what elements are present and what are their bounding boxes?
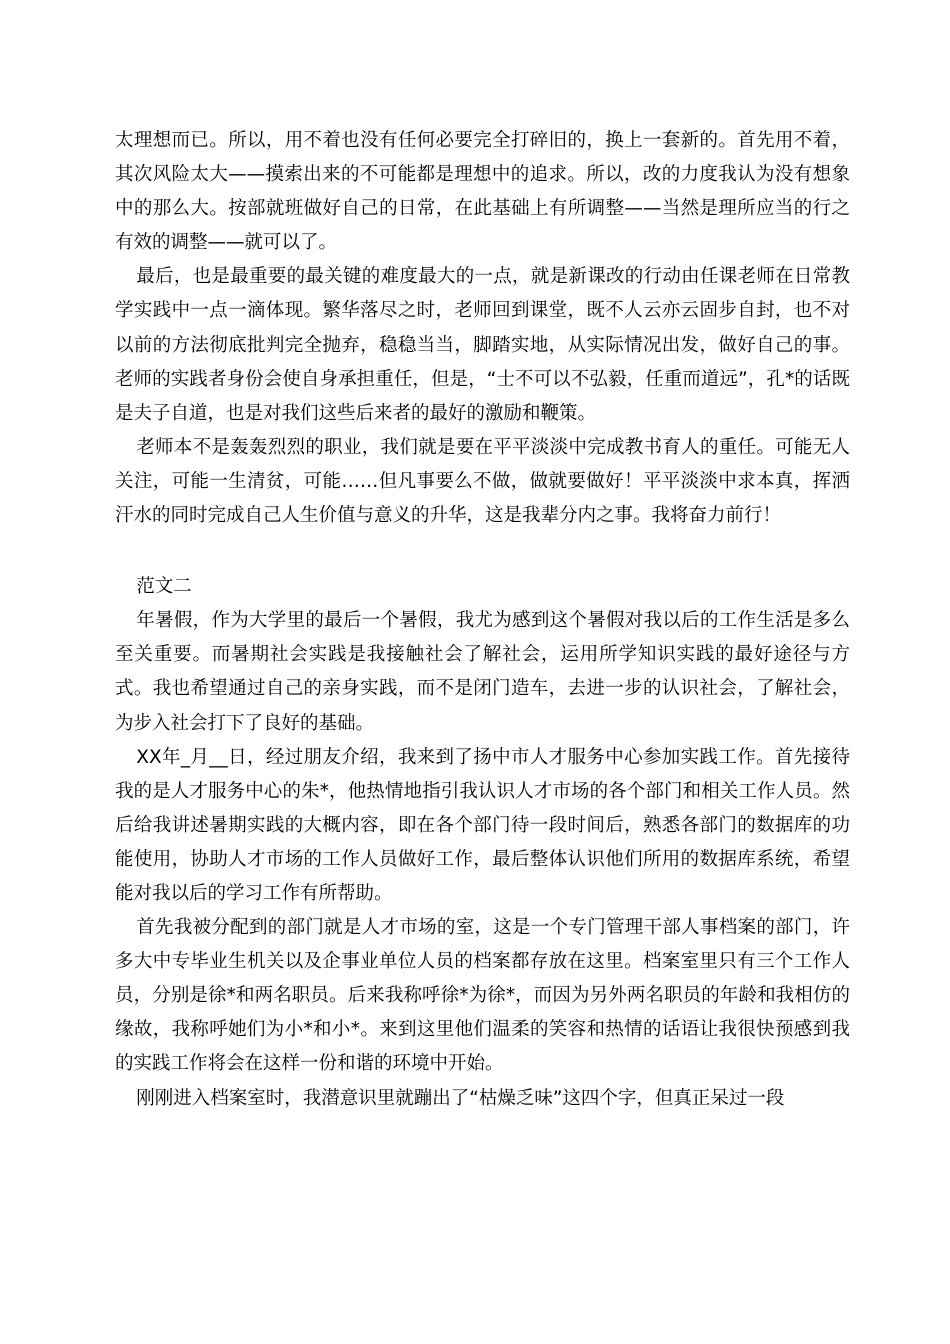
paragraph-5: XX年_月__日，经过朋友介绍，我来到了扬中市人才服务中心参加实践工作。首先接待我的是人才服务中心的朱*，他热情地指引我认识人才市场的各个部门和相关工作人员。然后给我讲述暑期实践的大概内容，即在各个部门待一段时间后，熟悉各部门的数据库的功能使用，协助人才市场的工作人员做好工作，最后整体认识他们所用的数据库系统，希望能对我以后的学习工作有所帮助。 bbox=[115, 746, 850, 904]
document-body bbox=[115, 124, 850, 1116]
paragraph-1: 太理想而已。所以，用不着也没有任何必要完全打碎旧的，换上一套新的。首先用不着，其次风险太大——摸索出来的不可能都是理想中的追求。所以，改的力度我认为没有想象中的那么大。按部就班做好自己的日常，在此基础上有所调整——当然是理所应当的行之有效的调整——就可以了。 bbox=[115, 130, 850, 254]
paragraph-6: 首先我被分配到的部门就是人才市场的室，这是一个专门管理干部人事档案的部门，许多大中专毕业生机关以及企事业单位人员的档案都存放在这里。档案室里只有三个工作人员，分别是徐*和两名职员。后来我称呼徐*为徐*，而因为另外两名职员的年龄和我相仿的缘故，我称呼她们为小*和小*。来到这里他们温柔的笑容和热情的话语让我很快预感到我的实践工作将会在这样一份和谐的环境中开始。 bbox=[115, 917, 850, 1075]
paragraph-2: 最后，也是最重要的最关键的难度最大的一点，就是新课改的行动由任课老师在日常教学实践中一点一滴体现。繁华落尽之时，老师回到课堂，既不人云亦云固步自封，也不对以前的方法彻底批判完全抛弃，稳稳当当，脚踏实地，从实际情况出发，做好自己的事。老师的实践者身份会使自身承担重任，但是，“士不可以不弘毅，任重而道远”，孔*的话既是夫子自道，也是对我们这些后来者的最好的激励和鞭策。 bbox=[115, 266, 850, 424]
paragraph-3: 老师本不是轰轰烈烈的职业，我们就是要在平平淡淡中完成教书育人的重任。可能无人关注，可能一生清贫，可能……但凡事要么不做，做就要做好！平平淡淡中求本真，挥洒汗水的同时完成自己人生价值与意义的升华，这是我辈分内之事。我将奋力前行！ bbox=[115, 436, 850, 527]
paragraph-7: 刚刚进入档案室时，我潜意识里就蹦出了“枯燥乏味”这四个字，但真正呆过一段 bbox=[136, 1087, 785, 1109]
paragraph-4: 年暑假，作为大学里的最后一个暑假，我尤为感到这个暑假对我以后的工作生活是多么至关重要。而暑期社会实践是我接触社会了解社会，运用所学知识实践的最好途径与方式。我也希望通过自己的亲身实践，而不是闭门造车，去进一步的认识社会，了解社会，为步入社会打下了良好的基础。 bbox=[115, 610, 850, 734]
section-title: 范文二 bbox=[136, 576, 192, 598]
blank-line bbox=[115, 533, 850, 570]
